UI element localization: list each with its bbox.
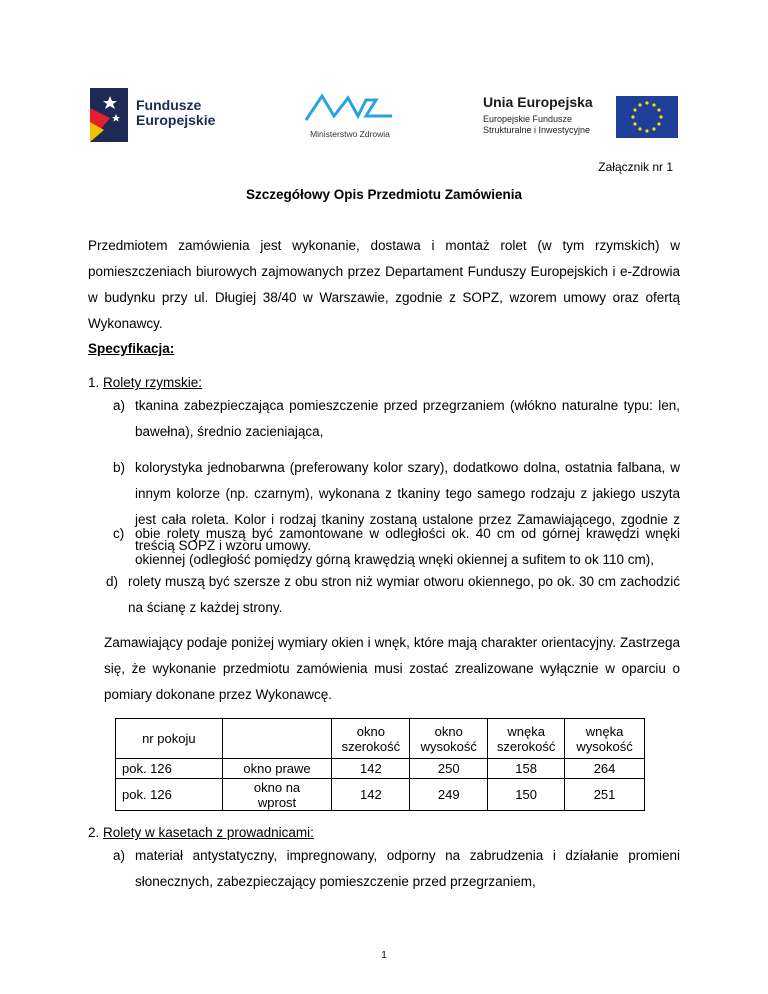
section-2-label: Rolety w kasetach z prowadnicami: [103, 825, 314, 840]
header-okno-szerokosc: okno szerokość [332, 719, 410, 759]
annex-label: Załącznik nr 1 [598, 160, 673, 174]
item-marker: d) [106, 574, 119, 589]
fe-line-2: Europejskie [136, 112, 216, 128]
header-empty [222, 719, 332, 759]
table-header-row [116, 719, 645, 759]
header-wneka-wysokosc: wnęka wysokość [565, 719, 645, 759]
cell-okno-wys: 250 [410, 759, 488, 779]
header-okno-wysokosc: okno wysokość [410, 719, 488, 759]
spec-heading: Specyfikacja: [88, 341, 175, 356]
ue-line-2: Strukturalne i Inwestycyjne [483, 125, 591, 135]
section-2-number: 2. [88, 825, 100, 840]
item-text: tkanina zabezpieczająca pomieszczenie przed przegrzaniem (włókno naturalne typu: len, bawełna), średnio zacieniająca, [135, 398, 680, 439]
section-1-heading [88, 375, 202, 390]
table-row [116, 759, 645, 779]
cell-wneka-szer: 158 [488, 759, 565, 779]
cell-okno-wys: 249 [410, 779, 488, 811]
note-paragraph: Zamawiający podaje poniżej wymiary okien i wnęk, które mają charakter orientacyjny. Zastrzega się, że wykonanie przedmiotu zamówienia musi zostać zrealizowane wyłącznie w oparciu o pomiary dokonane przez Wykonawcę. [104, 635, 680, 702]
eu-flag-icon [616, 96, 678, 138]
item-text: kolorystyka jednobarwna (preferowany kolor szary), dodatkowo dolna, ostatnia falbana, w innym kolorze (np. czarnym), wykonana z tkaniny tego samego rodzaju z jakiego uszyta jest cała roleta. Kolor i rodzaj tkaniny zostaną ustalone przez Zamawiającego, zgodnie z treścią SOPZ i wzoru umowy. [135, 460, 680, 553]
table-row [116, 779, 645, 811]
section-1-number: 1. [88, 375, 100, 390]
item-marker: a) [113, 398, 126, 413]
section-2-heading [88, 825, 314, 840]
page-number: 1 [381, 950, 387, 961]
logo-bar [90, 86, 680, 146]
ue-line-1: Europejskie Fundusze [483, 114, 573, 124]
ue-title: Unia Europejska [483, 94, 593, 110]
list-item [113, 393, 680, 445]
item-marker: c) [113, 526, 125, 541]
cell-room: pok. 126 [116, 779, 223, 811]
ministerstwo-zdrowia-logo [295, 90, 405, 146]
mz-wave-icon [304, 90, 396, 124]
item-text: obie rolety muszą być zamontowane w odległości ok. 40 cm od górnej krawędzi wnęki okiennej (odległość pomiędzy górną krawędzią wnęki okiennej a sufitem to ok 110 cm), [135, 526, 680, 567]
unia-europejska-logo [483, 86, 683, 146]
cell-window: okno prawe [222, 759, 332, 779]
document-title: Szczegółowy Opis Przedmiotu Zamówienia [245, 187, 523, 202]
cell-okno-szer: 142 [332, 759, 410, 779]
cell-wneka-wys: 251 [565, 779, 645, 811]
item-marker: b) [113, 460, 126, 475]
list-item [106, 569, 680, 621]
header-wneka-szerokosc: wnęka szerokość [488, 719, 565, 759]
item-marker: a) [113, 848, 126, 863]
section-1-label: Rolety rzymskie: [103, 375, 203, 390]
cell-okno-szer: 142 [332, 779, 410, 811]
header-nr-pokoju: nr pokoju [116, 719, 223, 759]
cell-window: okno na wprost [222, 779, 332, 811]
mz-caption: Ministerstwo Zdrowia [310, 129, 390, 139]
cell-wneka-wys: 264 [565, 759, 645, 779]
fundusze-europejskie-logo [90, 86, 230, 146]
item-text: materiał antystatyczny, impregnowany, odporny na zabrudzenia i działanie promieni słonecznych, zabezpieczający pomieszczenie przed przegrzaniem, [135, 848, 680, 889]
fe-line-1: Fundusze [136, 97, 202, 113]
list-item [113, 843, 680, 895]
list-item [113, 521, 680, 573]
intro-paragraph: Przedmiotem zamówienia jest wykonanie, dostawa i montaż rolet (w tym rzymskich) w pomieszczeniach biurowych zajmowanych przez Departament Funduszy Europejskich i e-Zdrowia w budynku przy ul. Długiej 38/40 w Warszawie, zgodnie z SOPZ, wzorem umowy oraz ofertą Wykonawcy. [88, 238, 680, 331]
fe-flag-icon [90, 88, 128, 142]
cell-room: pok. 126 [116, 759, 223, 779]
dimensions-table [115, 718, 645, 811]
item-text: rolety muszą być szersze z obu stron niż wymiar otworu okiennego, po ok. 30 cm zachodzić na ścianę z każdej strony. [128, 574, 680, 615]
cell-wneka-szer: 150 [488, 779, 565, 811]
